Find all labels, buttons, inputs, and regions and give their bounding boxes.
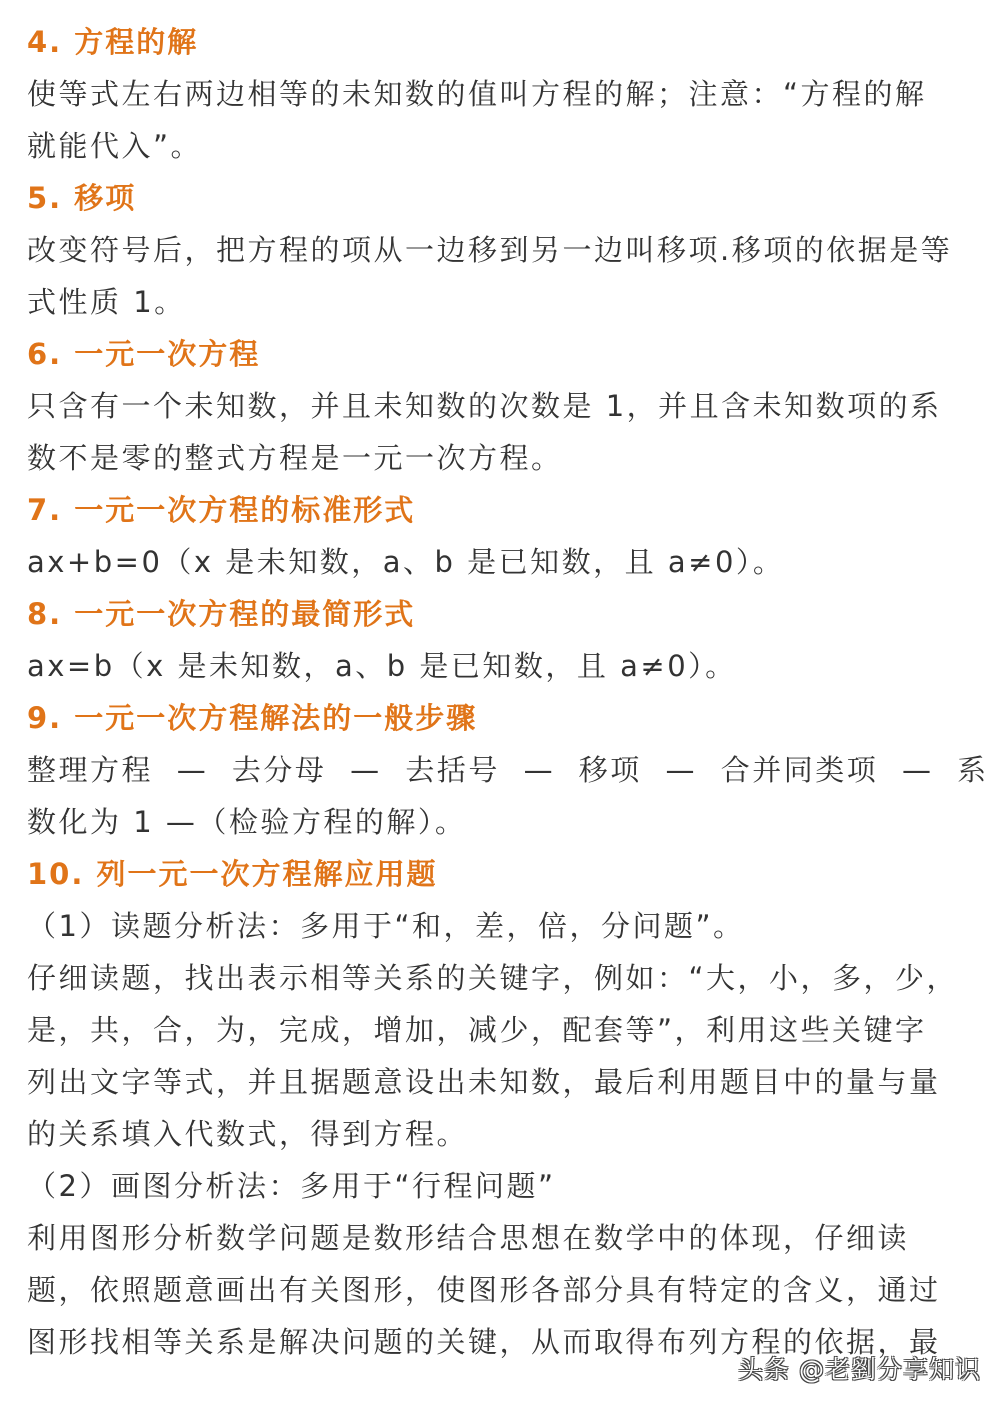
section-heading: 6. 一元一次方程 bbox=[27, 337, 261, 371]
paragraph-line: 数不是零的整式方程是一元一次方程。 bbox=[27, 441, 563, 475]
paragraph-line: ax=b（x 是未知数，a、b 是已知数，且 a≠0）。 bbox=[27, 649, 737, 683]
paragraph-line: 整理方程 — 去分母 — 去括号 — 移项 — 合并同类项 — 系 bbox=[27, 753, 989, 787]
paragraph-line: 是，共，合，为，完成，增加，减少，配套等”，利用这些关键字 bbox=[27, 1013, 927, 1047]
section-heading: 10. 列一元一次方程解应用题 bbox=[27, 857, 438, 891]
paragraph-line: ax+b=0（x 是未知数，a、b 是已知数，且 a≠0）。 bbox=[27, 545, 785, 579]
paragraph-line: （1）读题分析法：多用于“和，差，倍，分问题”。 bbox=[27, 909, 745, 943]
paragraph-line: 仔细读题，找出表示相等关系的关键字，例如：“大，小，多，少， bbox=[27, 961, 959, 995]
paragraph-line: 图形找相等关系是解决问题的关键，从而取得布列方程的依据，最 bbox=[27, 1325, 941, 1359]
section-heading: 7. 一元一次方程的标准形式 bbox=[27, 493, 416, 527]
paragraph-line: 数化为 1 —（检验方程的解）。 bbox=[27, 805, 467, 839]
section-heading: 4. 方程的解 bbox=[27, 25, 199, 59]
paragraph-line: 就能代入”。 bbox=[27, 129, 203, 163]
paragraph-line: 只含有一个未知数，并且未知数的次数是 1，并且含未知数项的系 bbox=[27, 389, 942, 423]
paragraph-line: 改变符号后，把方程的项从一边移到另一边叫移项.移项的依据是等 bbox=[27, 233, 953, 267]
paragraph-line: 式性质 1。 bbox=[27, 285, 186, 319]
paragraph-line: 使等式左右两边相等的未知数的值叫方程的解；注意：“方程的解 bbox=[27, 77, 927, 111]
paragraph-line: 列出文字等式，并且据题意设出未知数，最后利用题目中的量与量 bbox=[27, 1065, 941, 1099]
watermark: 头条 @老劉分享知识 bbox=[738, 1355, 981, 1384]
paragraph-line: 题，依照题意画出有关图形，使图形各部分具有特定的含义，通过 bbox=[27, 1273, 941, 1307]
paragraph-line: 利用图形分析数学问题是数形结合思想在数学中的体现，仔细读 bbox=[27, 1221, 910, 1255]
section-heading: 9. 一元一次方程解法的一般步骤 bbox=[27, 701, 478, 735]
section-heading: 5. 移项 bbox=[27, 181, 137, 215]
paragraph-line: （2）画图分析法：多用于“行程问题” bbox=[27, 1169, 556, 1203]
section-heading: 8. 一元一次方程的最简形式 bbox=[27, 597, 416, 631]
paragraph-line: 的关系填入代数式，得到方程。 bbox=[27, 1117, 469, 1151]
